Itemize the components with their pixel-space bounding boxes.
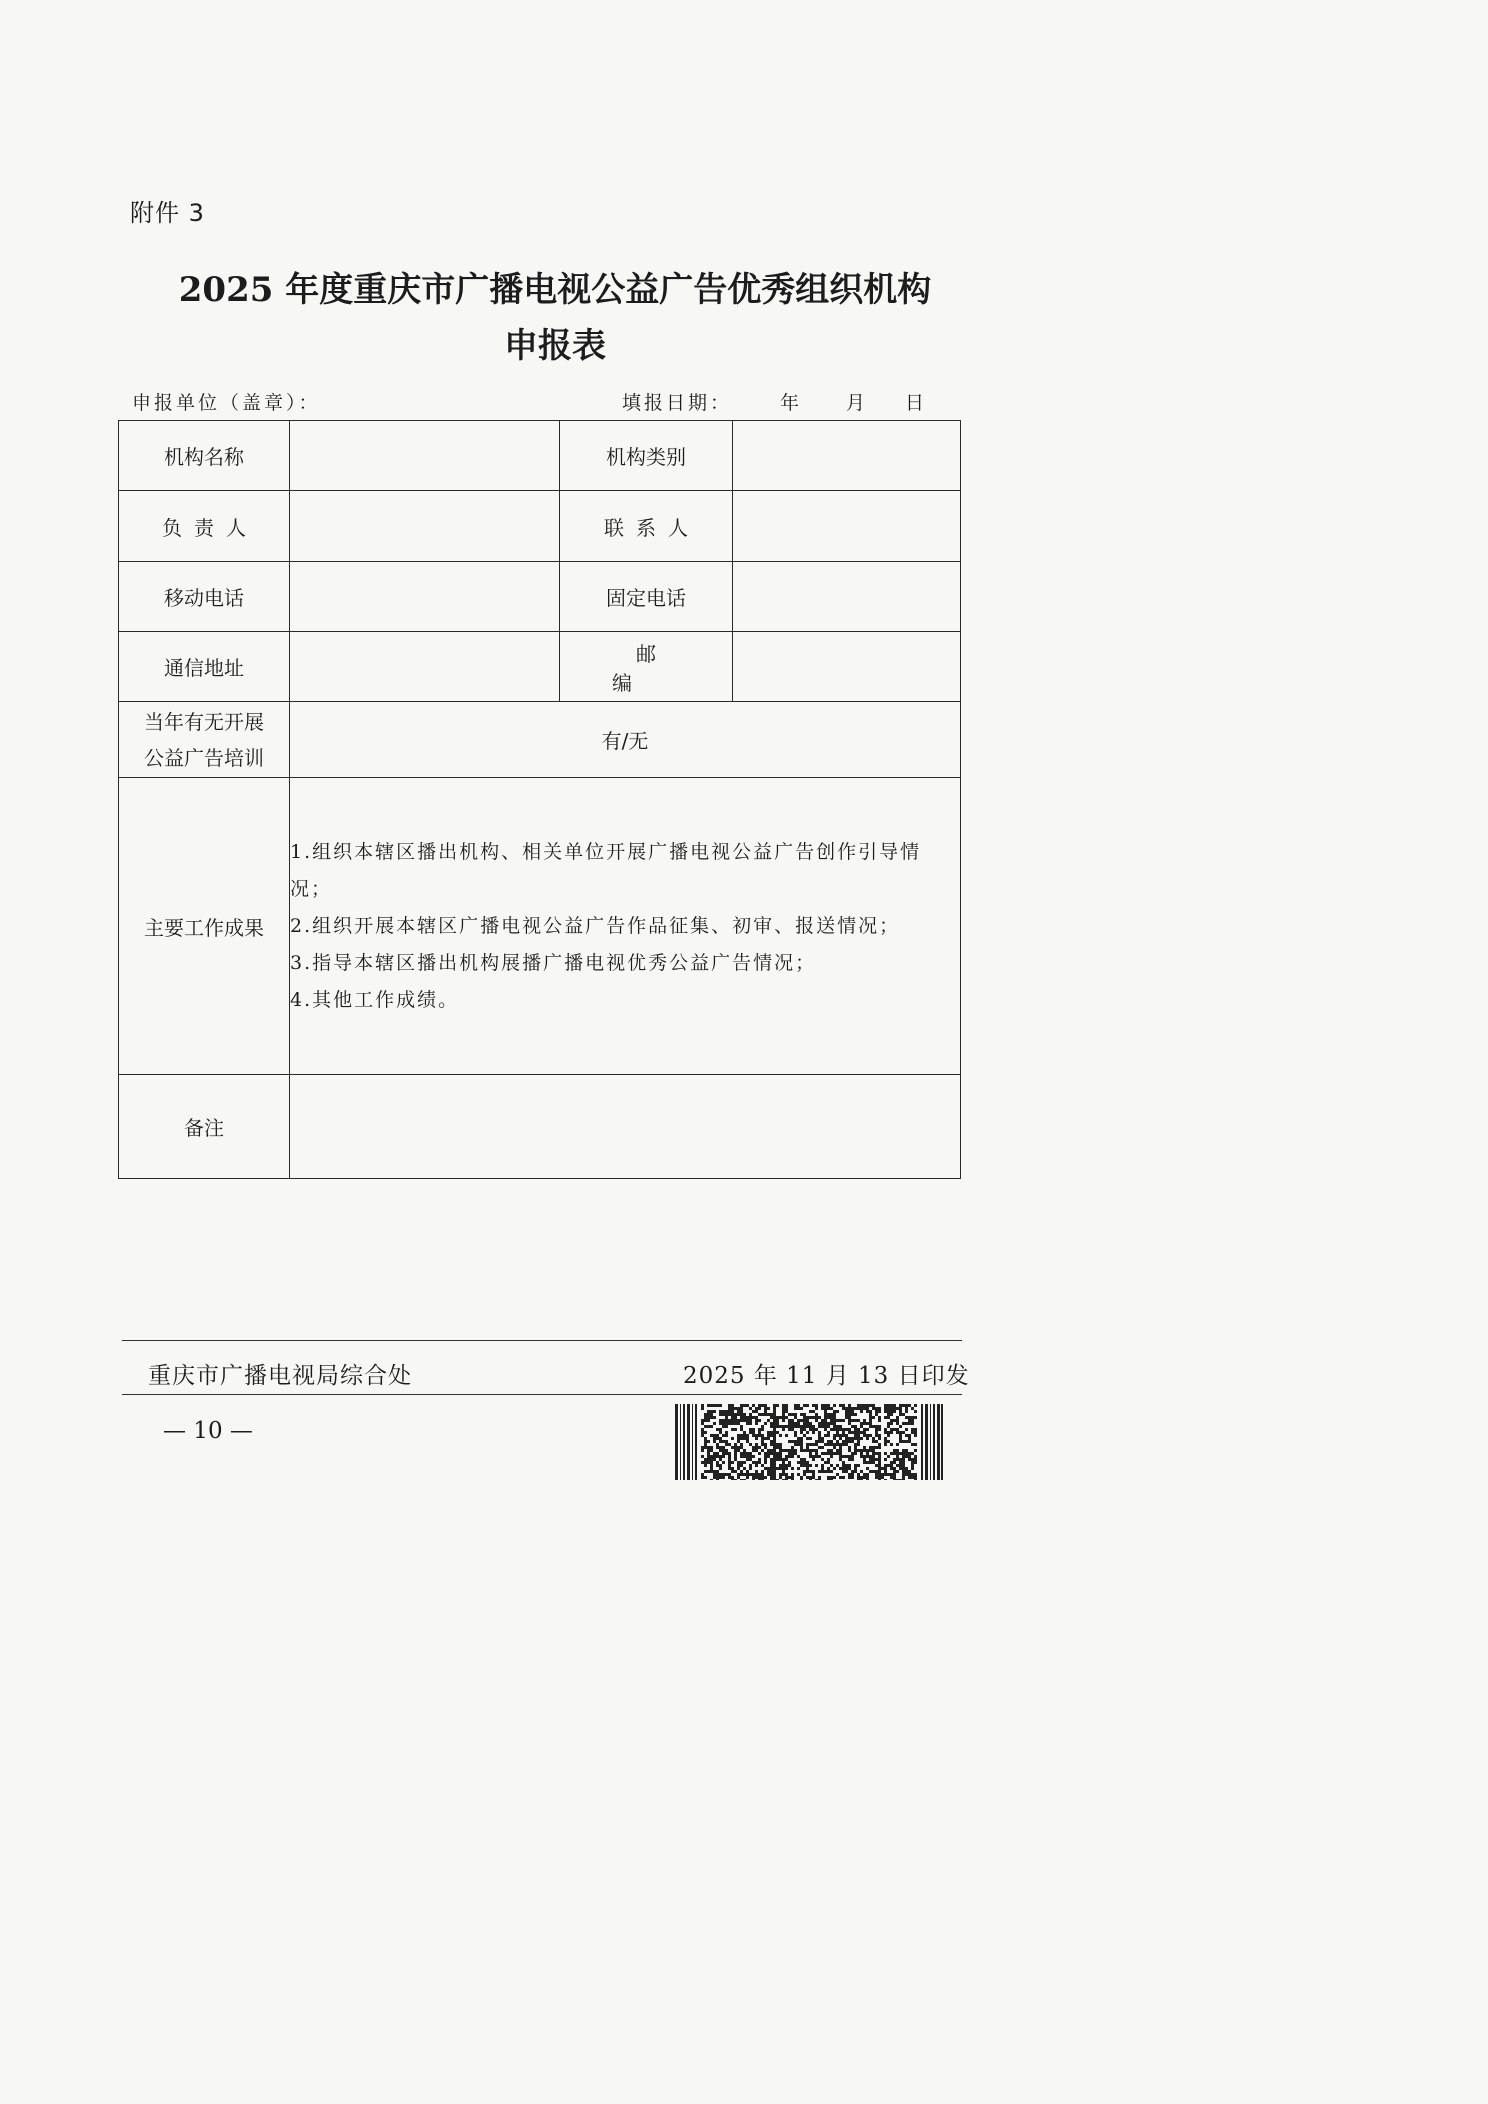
application-form-table <box>118 420 961 1179</box>
contact-label: 联系人 <box>560 491 733 562</box>
table-row <box>119 778 961 1075</box>
works-content[interactable] <box>290 778 961 1075</box>
fill-date-label: 填报日期： <box>622 392 733 414</box>
footer-bottom-rule <box>122 1394 962 1395</box>
remarks-label: 备注 <box>119 1075 290 1179</box>
leader-label: 负责人 <box>119 491 290 562</box>
org-type-label: 机构类别 <box>560 421 733 491</box>
document-title-line2: 申报表 <box>504 326 606 366</box>
landline-field[interactable] <box>733 562 961 632</box>
day-label: 日 <box>905 392 928 414</box>
attachment-label: 附件 3 <box>130 199 205 227</box>
table-row <box>119 632 961 702</box>
org-name-field[interactable] <box>290 421 560 491</box>
month-label: 月 <box>846 392 869 414</box>
works-item: 4.其他工作成绩。 <box>290 988 460 1011</box>
postcode-field[interactable] <box>733 632 961 702</box>
contact-field[interactable] <box>733 491 961 562</box>
year-label: 年 <box>780 392 803 414</box>
applicant-unit-label: 申报单位（盖章）： <box>132 392 321 414</box>
leader-field[interactable] <box>290 491 560 562</box>
barcode-icon <box>675 1404 943 1480</box>
document-title-line1: 2025 年度重庆市广播电视公益广告优秀组织机构 <box>178 270 932 310</box>
works-item: 3.指导本辖区播出机构展播广播电视优秀公益广告情况； <box>290 951 817 974</box>
training-value[interactable]: 有/无 <box>290 702 961 778</box>
works-item: 2.组织开展本辖区广播电视公益广告作品征集、初审、报送情况； <box>290 914 901 937</box>
works-label: 主要工作成果 <box>119 778 290 1075</box>
org-type-field[interactable] <box>733 421 961 491</box>
footer-top-rule <box>122 1340 962 1341</box>
table-row <box>119 562 961 632</box>
landline-label: 固定电话 <box>560 562 733 632</box>
issuer-name: 重庆市广播电视局综合处 <box>148 1363 412 1389</box>
remarks-field[interactable] <box>290 1075 961 1179</box>
training-label: 当年有无开展 公益广告培训 <box>119 702 290 778</box>
mobile-field[interactable] <box>290 562 560 632</box>
works-item: 1.组织本辖区播出机构、相关单位开展广播电视公益广告创作引导情况； <box>290 840 922 900</box>
table-row <box>119 421 961 491</box>
table-row <box>119 702 961 778</box>
postcode-label: 邮编 <box>560 632 733 702</box>
address-label: 通信地址 <box>119 632 290 702</box>
org-name-label: 机构名称 <box>119 421 290 491</box>
table-row <box>119 491 961 562</box>
table-row <box>119 1075 961 1179</box>
page-number: — 10 — <box>163 1418 253 1444</box>
mobile-label: 移动电话 <box>119 562 290 632</box>
address-field[interactable] <box>290 632 560 702</box>
issue-date: 2025 年 11 月 13 日印发 <box>683 1363 970 1389</box>
